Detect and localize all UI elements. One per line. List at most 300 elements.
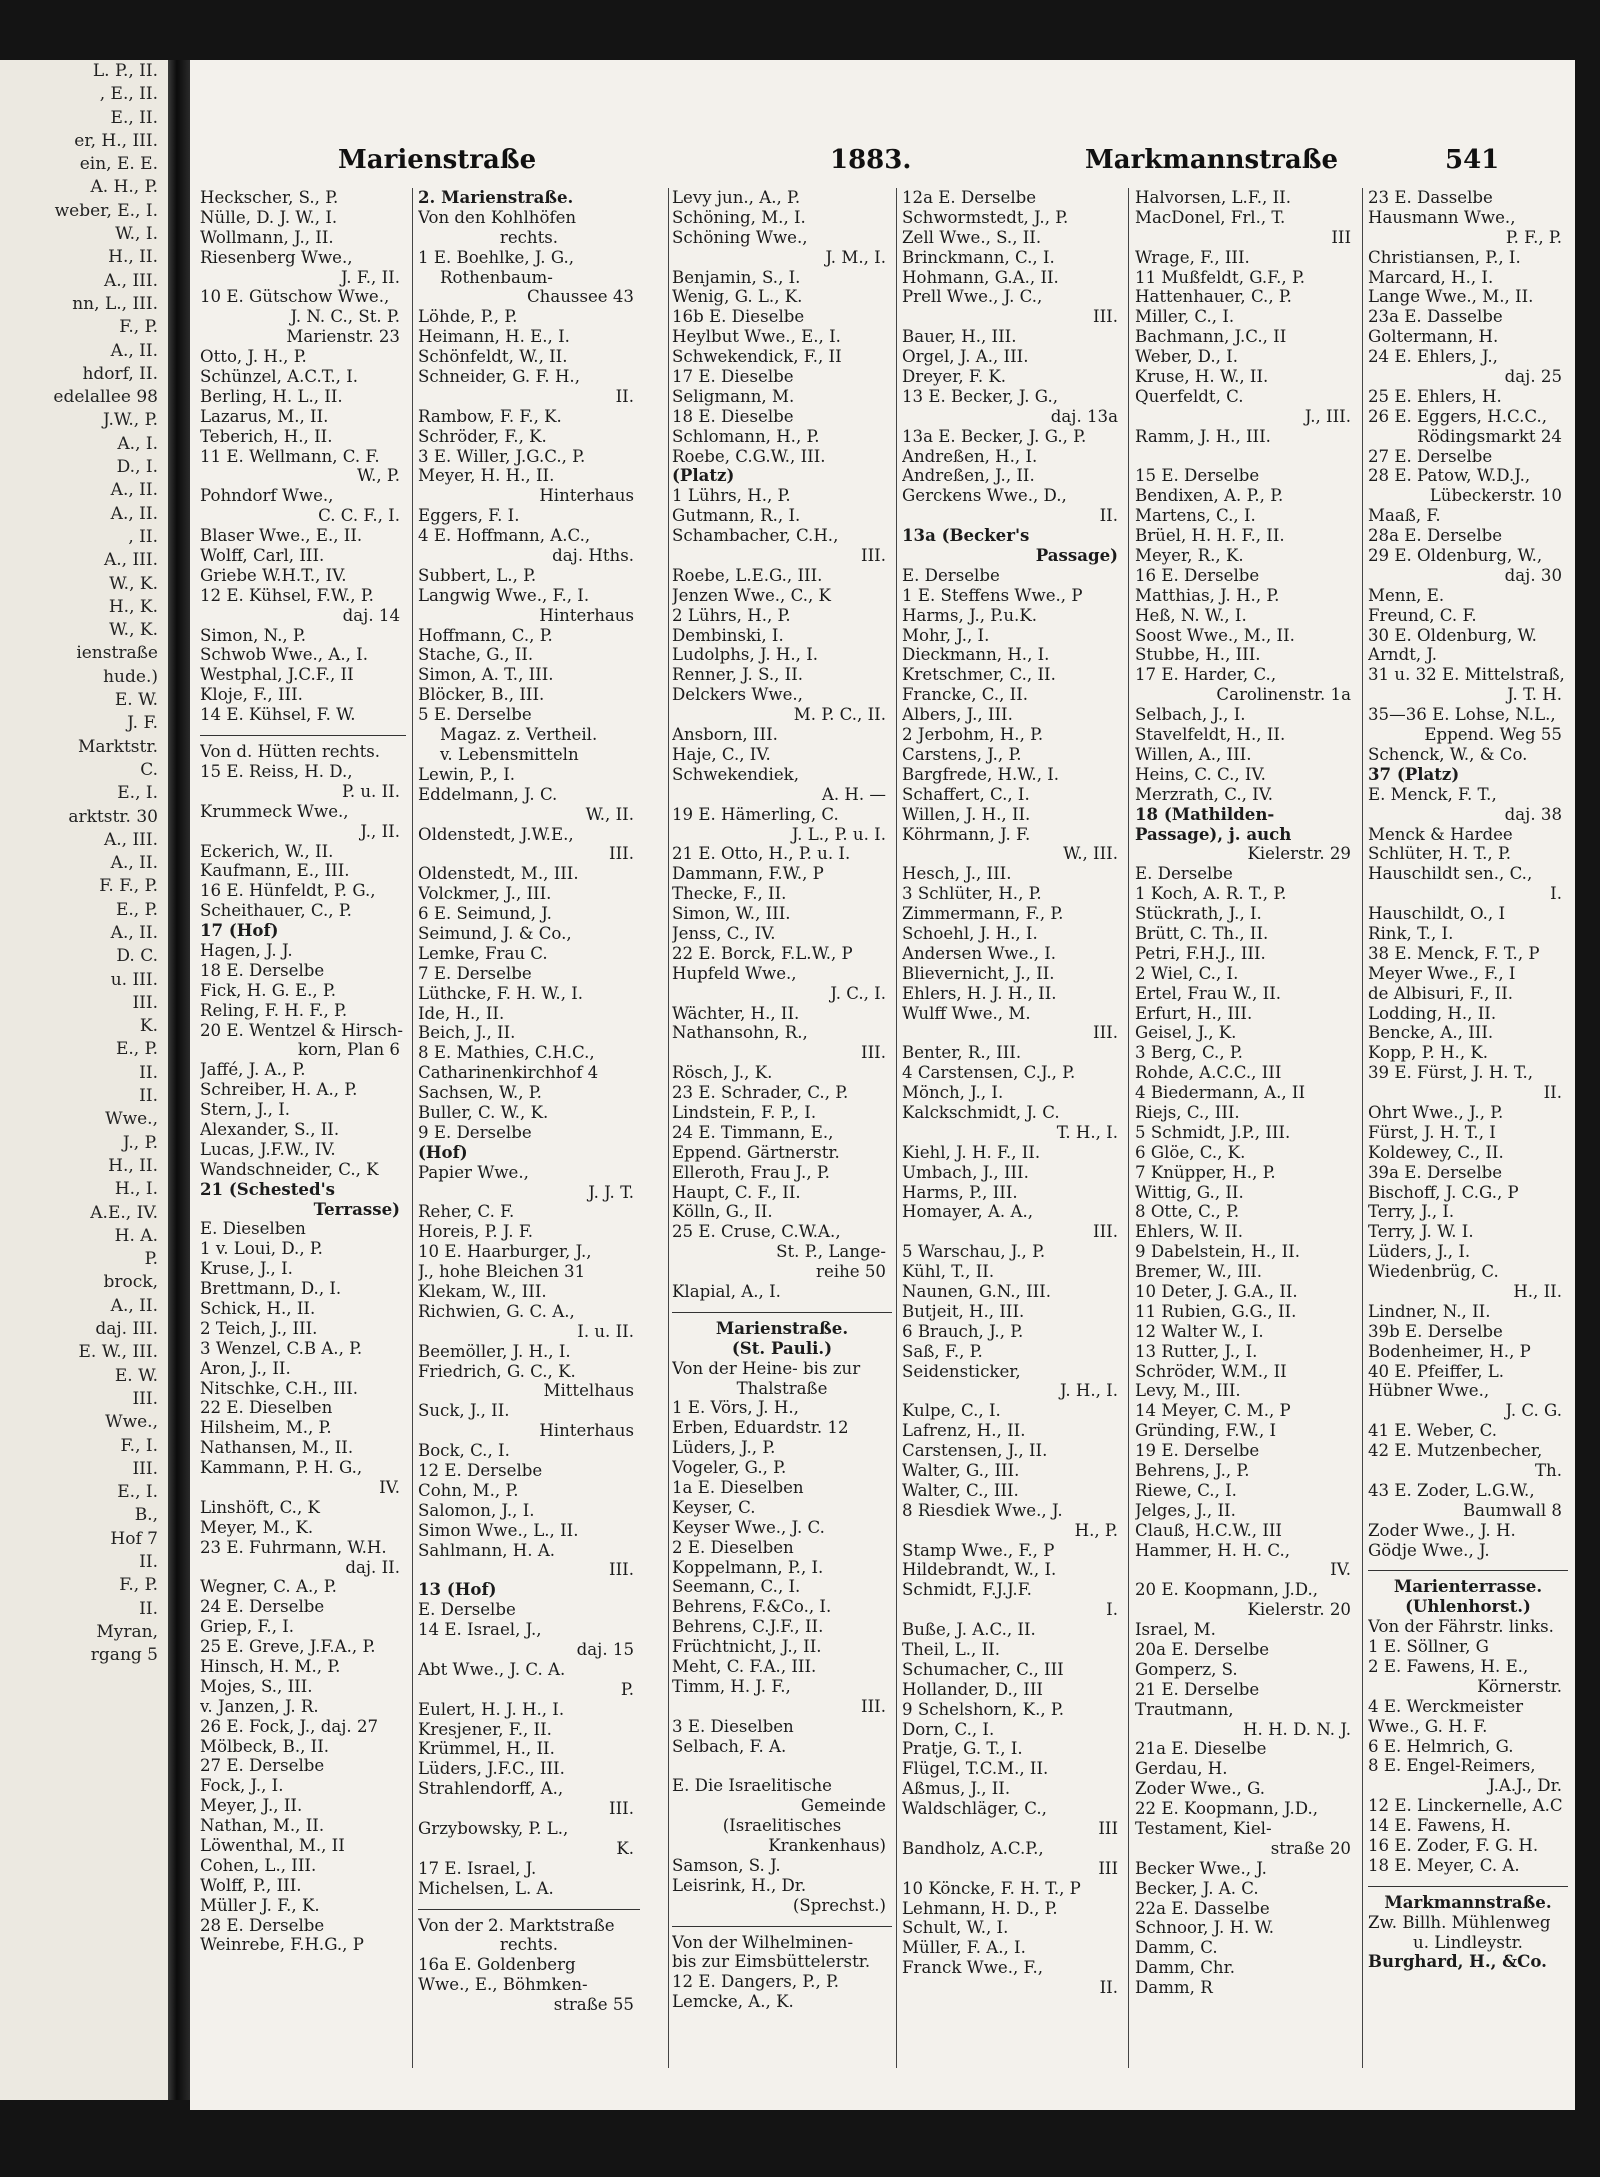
column-4: [902, 188, 1124, 1998]
directory-entry: 20a E. Derselbe: [1135, 1640, 1270, 1660]
directory-entry: Berling, H. L., II.: [200, 386, 343, 406]
directory-entry: P.: [620, 1679, 634, 1699]
directory-entry: Christiansen, P., I.: [1368, 247, 1521, 267]
directory-entry: Bischoff, J. C.G., P: [1368, 1182, 1519, 1202]
directory-entry: 2 Teich, J., III.: [200, 1318, 318, 1338]
directory-entry: 30 E. Oldenburg, W.: [1368, 625, 1537, 645]
directory-entry: Wulff Wwe., M.: [902, 1003, 1031, 1023]
strip-line: A., III.: [103, 270, 158, 291]
directory-entry: Schneider, G. F. H.,: [418, 367, 580, 387]
directory-entry: Haje, C., IV.: [672, 744, 771, 764]
directory-entry: Wwe., G. H. F.: [1368, 1716, 1488, 1736]
directory-entry: P. u. II.: [342, 781, 400, 801]
directory-entry: v. Janzen, J. R.: [200, 1696, 319, 1716]
directory-entry: Renner, J. S., II.: [672, 665, 804, 685]
directory-entry: Lazarus, M., II.: [200, 406, 329, 426]
directory-entry: Schwob Wwe., A., I.: [200, 645, 368, 665]
strip-line: A. H., P.: [90, 177, 158, 198]
directory-entry: Seligmann, M.: [672, 386, 795, 406]
directory-entry: Langwig Wwe., F., I.: [418, 585, 590, 605]
directory-entry: 12 Walter W., I.: [1135, 1321, 1264, 1341]
directory-entry: Kielerstr. 20: [1247, 1600, 1351, 1620]
directory-entry: Saß, F., P.: [902, 1341, 983, 1361]
directory-entry: daj. II.: [345, 1557, 400, 1577]
directory-entry: Marienstraße.: [715, 1318, 849, 1338]
directory-entry: Heimann, H. E., I.: [418, 327, 570, 347]
directory-entry: 13a E. Becker, J. G., P.: [902, 426, 1087, 446]
directory-entry: 20 E. Koopmann, J.D.,: [1135, 1580, 1319, 1600]
book-gutter: [168, 60, 190, 2100]
directory-entry: Gödje Wwe., J.: [1368, 1540, 1490, 1560]
directory-entry: Bendixen, A. P., P.: [1135, 486, 1284, 506]
directory-entry: Schumacher, C., III: [902, 1659, 1064, 1679]
directory-entry: Heylbut Wwe., E., I.: [672, 327, 841, 347]
directory-entry: 7 Knüpper, H., P.: [1135, 1162, 1276, 1182]
directory-entry: Schröder, W.M., II: [1135, 1361, 1287, 1381]
directory-entry: Fick, H. G. E., P.: [200, 980, 336, 1000]
directory-entry: Weinrebe, F.H.G., P: [200, 1935, 364, 1955]
directory-entry: I.: [1106, 1600, 1118, 1620]
directory-entry: 13a (Becker's: [902, 526, 1030, 546]
directory-entry: 41 E. Weber, C.: [1368, 1421, 1498, 1441]
directory-entry: Otto, J. H., P.: [200, 347, 307, 367]
directory-entry: Carstensen, J., II.: [902, 1441, 1048, 1461]
directory-entry: Hinterhaus: [539, 605, 634, 625]
directory-entry: Wwe., E., Böhmken-: [418, 1975, 588, 1995]
directory-entry: Delckers Wwe.,: [672, 685, 803, 705]
directory-entry: J. H., I.: [1059, 1381, 1118, 1401]
directory-entry: Gutmann, R., I.: [672, 506, 801, 526]
directory-entry: 10 Köncke, F. H. T., P: [902, 1878, 1081, 1898]
directory-entry: Mittelhaus: [543, 1381, 634, 1401]
directory-entry: J. T. H.: [1507, 685, 1562, 705]
strip-line: hude.): [103, 666, 158, 687]
strip-line: brock,: [103, 1272, 158, 1293]
directory-entry: Krümmel, H., II.: [418, 1739, 555, 1759]
directory-entry: Marcard, H., I.: [1368, 267, 1494, 287]
directory-entry: Grzybowsky, P. L.,: [418, 1819, 569, 1839]
column-divider: [1362, 188, 1363, 2068]
directory-entry: Freund, C. F.: [1368, 605, 1477, 625]
directory-entry: Theil, L., II.: [902, 1640, 1000, 1660]
directory-entry: Schwekendiek,: [672, 764, 800, 784]
directory-entry: 7 E. Derselbe: [418, 963, 532, 983]
directory-entry: Aßmus, J., II.: [902, 1779, 1011, 1799]
directory-entry: Richwien, G. C. A.,: [418, 1301, 575, 1321]
directory-entry: Bachmann, J.C., II: [1135, 327, 1287, 347]
directory-entry: III: [1331, 227, 1351, 247]
directory-entry: Schreiber, H. A., P.: [200, 1080, 358, 1100]
directory-entry: Prell Wwe., J. C.,: [902, 287, 1043, 307]
directory-entry: Geisel, J., K.: [1135, 1023, 1237, 1043]
directory-entry: Hübner Wwe.,: [1368, 1381, 1490, 1401]
directory-entry: 42 E. Mutzenbecher,: [1368, 1441, 1543, 1461]
directory-entry: Schick, H., II.: [200, 1298, 316, 1318]
directory-entry: Marienterrasse.: [1393, 1577, 1543, 1597]
strip-line: II.: [139, 1552, 158, 1572]
directory-entry: u. Lindleystr.: [1413, 1932, 1523, 1952]
directory-entry: 20 E. Wentzel & Hirsch-: [200, 1020, 403, 1040]
directory-entry: 2 Wiel, C., I.: [1135, 963, 1239, 983]
directory-entry: Bauer, H., III.: [902, 327, 1017, 347]
directory-entry: Zell Wwe., S., II.: [902, 227, 1042, 247]
directory-entry: 4 E. Werckmeister: [1368, 1696, 1524, 1716]
strip-line: H., I.: [114, 1179, 158, 1200]
directory-entry: 16 E. Zoder, F. G. H.: [1368, 1836, 1539, 1856]
directory-entry: 1 v. Loui, D., P.: [200, 1239, 323, 1259]
directory-entry: Merzrath, C., IV.: [1135, 784, 1274, 804]
directory-entry: 21a E. Dieselbe: [1135, 1739, 1267, 1759]
directory-entry: Westphal, J.C.F., II: [200, 665, 354, 685]
directory-entry: Hagen, J. J.: [200, 940, 293, 960]
strip-line: F. F., P.: [99, 876, 158, 897]
adjacent-page-strip: [0, 60, 168, 2100]
directory-entry: Marienstr. 23: [286, 327, 400, 347]
directory-entry: Bencke, A., III.: [1368, 1023, 1494, 1043]
directory-entry: Schaffert, C., I.: [902, 784, 1030, 804]
directory-entry: Schlüter, H. T., P.: [1368, 844, 1512, 864]
directory-entry: J.A.J., Dr.: [1488, 1776, 1562, 1796]
directory-entry: Köhrmann, J. F.: [902, 824, 1031, 844]
directory-entry: Pohndorf Wwe.,: [200, 486, 334, 506]
directory-entry: E. Die Israelitische: [672, 1776, 832, 1796]
directory-entry: E. Menck, F. T.,: [1368, 784, 1497, 804]
directory-entry: Simon Wwe., L., II.: [418, 1520, 579, 1540]
directory-entry: J. J. T.: [588, 1182, 634, 1202]
directory-entry: Mojes, S., III.: [200, 1676, 313, 1696]
directory-entry: II.: [1099, 506, 1118, 526]
header-year: 1883.: [830, 145, 912, 175]
directory-entry: Hammer, H. H. C.,: [1135, 1540, 1291, 1560]
directory-entry: Hoffmann, C., P.: [418, 625, 553, 645]
directory-entry: Eulert, H. J. H., I.: [418, 1699, 565, 1719]
directory-entry: III.: [861, 546, 886, 566]
strip-line: A., II.: [110, 922, 158, 943]
directory-entry: Clauß, H.C.W., III: [1135, 1520, 1282, 1540]
directory-entry: Albers, J., III.: [902, 705, 1013, 725]
directory-entry: 3 E. Willer, J.G.C., P.: [418, 446, 586, 466]
directory-entry: Roebe, C.G.W., III.: [672, 446, 826, 466]
directory-entry: Dorn, C., I.: [902, 1719, 995, 1739]
strip-line: B.,: [134, 1505, 158, 1526]
directory-entry: Brüel, H. H. F., II.: [1135, 526, 1285, 546]
directory-entry: Simon, N., P.: [200, 625, 306, 645]
directory-entry: Griebe W.H.T., IV.: [200, 565, 347, 585]
directory-entry: J., III.: [1304, 406, 1351, 426]
directory-entry: Kaufmann, E., III.: [200, 861, 350, 881]
directory-entry: III: [1098, 1819, 1118, 1839]
directory-entry: T. H., I.: [1056, 1122, 1118, 1142]
directory-entry: Nülle, D. J. W., I.: [200, 207, 338, 227]
directory-entry: 31 u. 32 E. Mittelstraß,: [1368, 665, 1565, 685]
directory-entry: Stubbe, H., III.: [1135, 645, 1261, 665]
directory-entry: Francke, C., II.: [902, 685, 1029, 705]
directory-entry: 27 E. Derselbe: [1368, 446, 1493, 466]
directory-entry: daj. 15: [576, 1640, 634, 1660]
directory-entry: Becker Wwe., J.: [1135, 1858, 1267, 1878]
directory-entry: Schönfeldt, W., II.: [418, 347, 568, 367]
directory-entry: Stache, G., II.: [418, 645, 534, 665]
directory-entry: Riesenberg Wwe.,: [200, 247, 353, 267]
directory-entry: Jenzen Wwe., C., K: [672, 585, 831, 605]
directory-entry: Griep, F., I.: [200, 1617, 295, 1637]
scan-border: [0, 2117, 1600, 2177]
directory-entry: 28a E. Derselbe: [1368, 526, 1503, 546]
directory-entry: 12 E. Dangers, P., P.: [672, 1972, 840, 1992]
section-rule: [200, 725, 406, 736]
directory-entry: Kölln, G., II.: [672, 1202, 773, 1222]
directory-entry: Eddelmann, J. C.: [418, 784, 558, 804]
directory-entry: Brettmann, D., I.: [200, 1279, 342, 1299]
directory-entry: 15 E. Reiss, H. D.,: [200, 761, 353, 781]
directory-entry: Hilsheim, M., P.: [200, 1418, 332, 1438]
directory-entry: Zoder Wwe., J. H.: [1368, 1520, 1516, 1540]
directory-entry: II.: [1543, 1083, 1562, 1103]
directory-entry: Petri, F.H.J., III.: [1135, 943, 1266, 963]
section-rule: [418, 1899, 640, 1910]
directory-entry: Bremer, W., III.: [1135, 1262, 1263, 1282]
directory-entry: Meyer Wwe., F., I: [1368, 963, 1516, 983]
directory-entry: Andreßen, H., I.: [902, 446, 1038, 466]
directory-entry: Heckscher, S., P.: [200, 188, 339, 207]
directory-entry: Ludolphs, J. H., I.: [672, 645, 819, 665]
directory-entry: 8 E. Mathies, C.H.C.,: [418, 1043, 595, 1063]
directory-entry: Eppend. Weg 55: [1424, 725, 1562, 745]
directory-entry: Kühl, T., II.: [902, 1262, 995, 1282]
page-header: [190, 145, 1575, 185]
strip-line: E. W., III.: [78, 1342, 158, 1363]
strip-line: A., III.: [103, 829, 158, 850]
directory-entry: 37 (Platz): [1368, 764, 1460, 784]
directory-entry: Gerckens Wwe., D.,: [902, 486, 1067, 506]
directory-entry: Bargfrede, H.W., I.: [902, 764, 1060, 784]
directory-entry: 16 E. Derselbe: [1135, 565, 1260, 585]
directory-entry: Friedrich, G. C., K.: [418, 1361, 576, 1381]
header-street-right: Markmannstraße: [1085, 145, 1338, 175]
strip-line: II.: [139, 1062, 158, 1083]
directory-entry: Kresjener, F., II.: [418, 1719, 552, 1739]
directory-entry: 4 E. Hoffmann, A.C.,: [418, 526, 591, 546]
directory-entry: Baumwall 8: [1462, 1500, 1562, 1520]
directory-entry: Teberich, H., II.: [200, 426, 333, 446]
directory-entry: 2. Marienstraße.: [418, 188, 574, 207]
strip-line: III.: [132, 1388, 158, 1409]
directory-entry: Matthias, J. H., P.: [1135, 585, 1280, 605]
directory-entry: 13 E. Becker, J. G.,: [902, 386, 1059, 406]
directory-entry: Scheithauer, C., P.: [200, 901, 352, 921]
directory-entry: Vogeler, G., P.: [672, 1458, 787, 1478]
directory-entry: 6 E. Seimund, J.: [418, 904, 552, 924]
directory-entry: Wächter, H., II.: [672, 1003, 800, 1023]
directory-entry: Kloje, F., III.: [200, 685, 303, 705]
directory-entry: Terry, J. W. I.: [1368, 1222, 1474, 1242]
strip-line: II.: [139, 1086, 158, 1107]
strip-line: arktstr. 30: [68, 806, 158, 827]
directory-entry: Buller, C. W., K.: [418, 1102, 549, 1122]
directory-entry: 8 Otte, C., P.: [1135, 1202, 1240, 1222]
directory-entry: Schwekendick, F., II: [672, 347, 842, 367]
directory-entry: Wiedenbrüg, C.: [1368, 1262, 1499, 1282]
directory-entry: Nathansohn, R.,: [672, 1023, 808, 1043]
directory-entry: 5 E. Derselbe: [418, 705, 532, 725]
directory-entry: J. M., I.: [825, 247, 886, 267]
directory-entry: Gerdau, H.: [1135, 1759, 1228, 1779]
directory-entry: Hinsch, H. M., P.: [200, 1657, 341, 1677]
directory-entry: Aron, J., II.: [200, 1358, 291, 1378]
directory-entry: H., II.: [1513, 1281, 1562, 1301]
directory-entry: J. C., I.: [830, 983, 886, 1003]
directory-entry: Hauschildt sen., C.,: [1368, 864, 1533, 884]
directory-entry: Ehlers, H. J. H., II.: [902, 983, 1057, 1003]
directory-entry: Hinterhaus: [539, 486, 634, 506]
directory-entry: Lindstein, F. P., I.: [672, 1102, 817, 1122]
strip-line: K.: [139, 1016, 158, 1037]
directory-entry: 6 E. Helmrich, G.: [1368, 1736, 1514, 1756]
directory-entry: Orgel, J. A., III.: [902, 347, 1029, 367]
strip-line: Myran,: [96, 1621, 158, 1642]
directory-entry: Gomperz, S.: [1135, 1659, 1238, 1679]
directory-entry: [672, 1756, 892, 1776]
directory-entry: Roebe, L.E.G., III.: [672, 565, 823, 585]
directory-entry: reihe 50: [816, 1262, 886, 1282]
directory-entry: Umbach, J., III.: [902, 1162, 1029, 1182]
directory-entry: E. Dieselben: [200, 1219, 306, 1239]
directory-entry: 4 Carstensen, C.J., P.: [902, 1063, 1076, 1083]
directory-entry: Meyer, M., K.: [200, 1517, 314, 1537]
directory-entry: 25 E. Ehlers, H.: [1368, 386, 1502, 406]
directory-entry: Schwormstedt, J., P.: [902, 207, 1069, 227]
directory-entry: Lucas, J.F.W., IV.: [200, 1139, 336, 1159]
directory-entry: Löwenthal, M., II: [200, 1836, 345, 1856]
directory-entry: Zw. Billh. Mühlenweg: [1368, 1912, 1551, 1932]
directory-entry: Blöcker, B., III.: [418, 685, 545, 705]
directory-entry: 35—36 E. Lohse, N.L.,: [1368, 705, 1556, 725]
strip-line: E., P.: [115, 1039, 158, 1060]
directory-entry: Benjamin, S., I.: [672, 267, 801, 287]
directory-entry: W., P.: [356, 466, 400, 486]
strip-line: J. F.: [127, 713, 158, 734]
section-rule: [1368, 1560, 1568, 1571]
directory-entry: Buße, J. A.C., II.: [902, 1620, 1036, 1640]
strip-line: F., P.: [119, 1575, 158, 1596]
directory-entry: Waldschläger, C.,: [902, 1799, 1047, 1819]
strip-line: A., II.: [110, 503, 158, 524]
directory-entry: Reling, F. H. F., P.: [200, 1000, 348, 1020]
directory-entry: H., P.: [1074, 1520, 1118, 1540]
directory-entry: Lübeckerstr. 10: [1429, 486, 1562, 506]
directory-entry: Kielerstr. 29: [1247, 844, 1351, 864]
directory-entry: MacDonel, Frl., T.: [1135, 207, 1286, 227]
directory-entry: 3 E. Dieselben: [672, 1716, 794, 1736]
directory-entry: Simon, A. T., III.: [418, 665, 554, 685]
column-1: [200, 188, 406, 1955]
directory-entry: Müller, F. A., I.: [902, 1938, 1026, 1958]
directory-entry: Markmannstraße.: [1384, 1892, 1552, 1912]
directory-entry: Horeis, P. J. F.: [418, 1222, 534, 1242]
directory-entry: daj. 25: [1504, 367, 1562, 387]
directory-entry: 39b E. Derselbe: [1368, 1321, 1503, 1341]
directory-entry: Trautmann,: [1135, 1699, 1234, 1719]
directory-entry: (Sprechst.): [792, 1895, 886, 1915]
directory-entry: Klapial, A., I.: [672, 1281, 781, 1301]
directory-entry: A. H. —: [821, 784, 886, 804]
directory-entry: J. C. G.: [1505, 1401, 1562, 1421]
strip-line: E., I.: [117, 1482, 158, 1503]
strip-line: , E., II.: [99, 84, 158, 105]
directory-entry: Halvorsen, L.F., II.: [1135, 188, 1291, 207]
directory-entry: 13 (Hof): [418, 1580, 497, 1600]
directory-entry: Volckmer, J., III.: [418, 884, 552, 904]
strip-line: edelallee 98: [53, 387, 158, 408]
directory-entry: Harms, J., P.u.K.: [902, 605, 1037, 625]
directory-entry: rechts.: [499, 1935, 559, 1955]
directory-entry: Brütt, C. Th., II.: [1135, 923, 1269, 943]
directory-entry: III.: [609, 844, 634, 864]
directory-entry: Burghard, H., &Co.: [1368, 1952, 1547, 1972]
directory-entry: W., II.: [585, 804, 634, 824]
directory-entry: Flügel, T.C.M., II.: [902, 1759, 1049, 1779]
directory-entry: W., III.: [1063, 844, 1118, 864]
directory-entry: Simon, W., III.: [672, 904, 791, 924]
directory-entry: Stückrath, J., I.: [1135, 904, 1262, 924]
strip-line: ein, E. E.: [79, 154, 158, 175]
directory-entry: Von den Kohlhöfen: [418, 207, 577, 227]
directory-entry: Andersen Wwe., I.: [902, 943, 1057, 963]
directory-entry: 26 E. Fock, J., daj. 27: [200, 1716, 379, 1736]
strip-line: daj. III.: [95, 1319, 158, 1340]
directory-entry: H. H. D. N. J.: [1243, 1719, 1351, 1739]
strip-line: Marktstr.: [77, 736, 158, 757]
column-divider: [896, 188, 897, 2068]
directory-entry: Benter, R., III.: [902, 1043, 1022, 1063]
strip-line: A., II.: [110, 480, 158, 501]
directory-entry: Mönch, J., I.: [902, 1083, 1004, 1103]
directory-entry: Timm, H. J. F.,: [672, 1676, 791, 1696]
directory-entry: Heß, N. W., I.: [1135, 605, 1247, 625]
directory-entry: Leisrink, H., Dr.: [672, 1875, 807, 1895]
directory-entry: M. P. C., II.: [793, 705, 886, 725]
directory-entry: Menck & Hardee: [1368, 824, 1513, 844]
strip-line: III.: [132, 1458, 158, 1479]
strip-line: rgang 5: [90, 1645, 158, 1666]
directory-entry: Terrasse): [313, 1199, 400, 1219]
directory-entry: Seemann, C., I.: [672, 1577, 801, 1597]
directory-entry: 14 E. Kühsel, F. W.: [200, 705, 356, 725]
directory-entry: Eckerich, W., II.: [200, 841, 334, 861]
directory-entry: Kretschmer, C., II.: [902, 665, 1056, 685]
directory-entry: Lindner, N., II.: [1368, 1301, 1491, 1321]
directory-entry: Von der Heine- bis zur: [672, 1358, 861, 1378]
directory-entry: 23a E. Dasselbe: [1368, 307, 1503, 327]
directory-entry: Blievernicht, J., II.: [902, 963, 1055, 983]
strip-line: D., I.: [116, 457, 158, 478]
directory-entry: 38 E. Menck, F. T., P: [1368, 943, 1540, 963]
directory-entry: 22 E. Borck, F.L.W., P: [672, 943, 853, 963]
directory-entry: Ide, H., II.: [418, 1003, 505, 1023]
directory-entry: J. N. C., St. P.: [290, 307, 400, 327]
directory-entry: 16 E. Hünfeldt, P. G.,: [200, 881, 376, 901]
directory-entry: 18 (Mathilden-: [1135, 804, 1275, 824]
directory-entry: Hollander, D., III: [902, 1679, 1043, 1699]
directory-entry: 21 E. Derselbe: [1135, 1679, 1260, 1699]
directory-entry: Subbert, L., P.: [418, 565, 537, 585]
directory-entry: Heins, C. C., IV.: [1135, 764, 1266, 784]
directory-entry: Rothenbaum-: [440, 267, 553, 287]
directory-entry: Schmidt, F.J.J.F.: [902, 1580, 1032, 1600]
directory-entry: 23 E. Fuhrmann, W.H.: [200, 1537, 387, 1557]
directory-entry: I.: [1550, 884, 1562, 904]
directory-entry: daj. Hths.: [552, 546, 634, 566]
